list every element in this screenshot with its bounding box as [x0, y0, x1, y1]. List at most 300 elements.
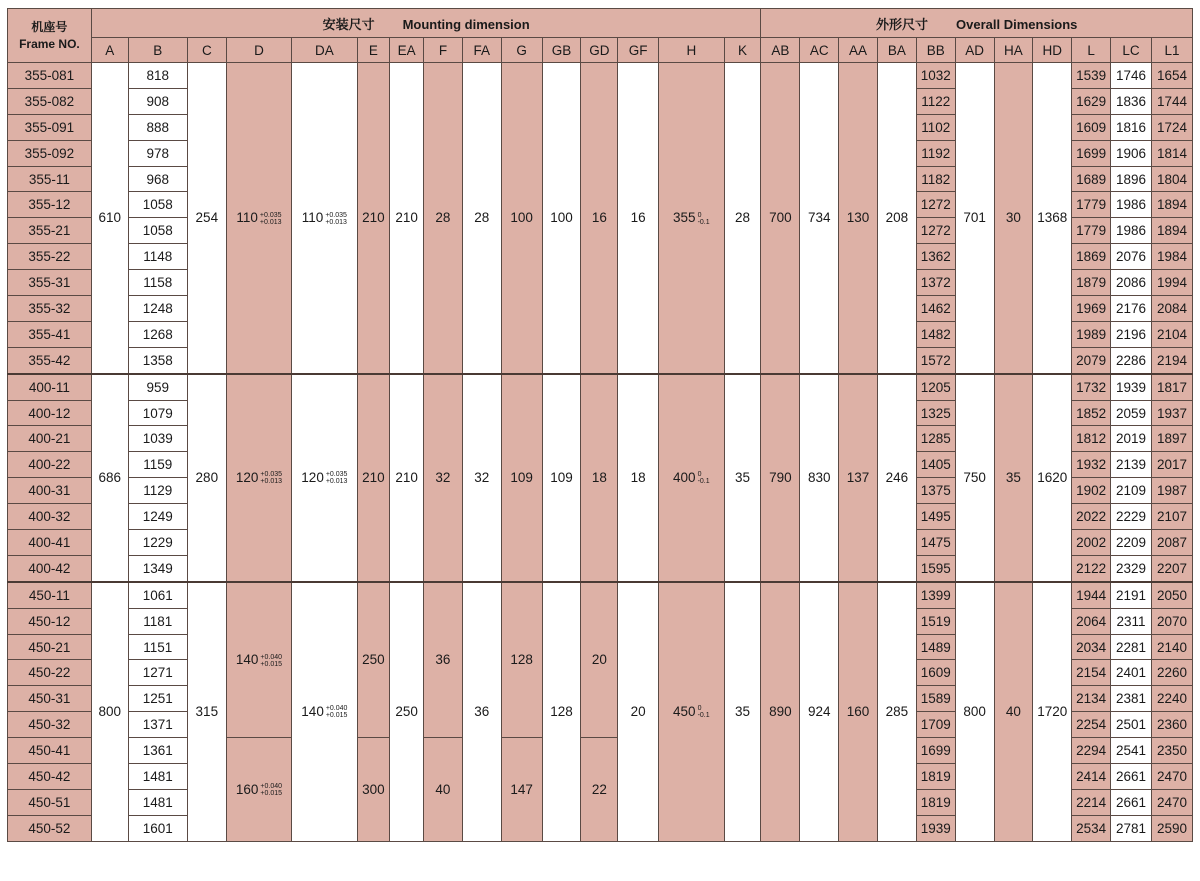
cell-gb: 128 — [542, 582, 581, 841]
cell-b: 1148 — [128, 244, 187, 270]
column-header-gd: GD — [581, 38, 618, 63]
cell-bb: 1122 — [916, 88, 955, 114]
cell-da-value: 120 — [301, 470, 324, 486]
cell-ab: 790 — [761, 374, 800, 582]
frame-cell: 450-51 — [8, 789, 92, 815]
cell-d-value: 160 — [235, 781, 259, 797]
frame-cell: 450-52 — [8, 815, 92, 841]
cell-l1: 2590 — [1151, 815, 1192, 841]
cell-ba: 208 — [877, 63, 916, 374]
cell-ac: 830 — [800, 374, 839, 582]
cell-l1: 1744 — [1151, 88, 1192, 114]
cell-bb: 1589 — [916, 686, 955, 712]
cell-b: 1361 — [128, 738, 187, 764]
frame-header-en: Frame NO. — [19, 36, 80, 51]
cell-b: 1271 — [128, 660, 187, 686]
cell-h-value: 400 — [673, 470, 696, 486]
mounting-dimension-header — [91, 9, 761, 38]
cell-ad: 800 — [955, 582, 994, 841]
cell-gf: 20 — [618, 582, 659, 841]
cell-lc: 2076 — [1111, 244, 1152, 270]
cell-bb: 1285 — [916, 426, 955, 452]
cell-f: 36 — [424, 582, 463, 738]
cell-l1: 2087 — [1151, 530, 1192, 556]
cell-bb: 1182 — [916, 166, 955, 192]
column-header-c: C — [187, 38, 226, 63]
cell-h-value: 450 — [673, 704, 696, 720]
cell-ac: 924 — [800, 582, 839, 841]
cell-b: 1151 — [128, 634, 187, 660]
cell-b: 1079 — [128, 400, 187, 426]
frame-cell: 400-21 — [8, 426, 92, 452]
cell-h-tolerance-upper: 0 — [697, 211, 702, 219]
cell-ac: 734 — [800, 63, 839, 374]
cell-d-tolerance — [260, 212, 282, 226]
cell-bb: 1595 — [916, 555, 955, 581]
frame-cell: 450-22 — [8, 660, 92, 686]
cell-d-value: 120 — [235, 470, 259, 486]
frame-cell: 400-22 — [8, 452, 92, 478]
cell-h-tolerance-lower: -0.1 — [697, 218, 710, 226]
column-header-g: G — [501, 38, 542, 63]
frame-cell: 355-21 — [8, 218, 92, 244]
cell-b: 1601 — [128, 815, 187, 841]
table-body — [8, 63, 1193, 842]
overall-dimensions-header — [761, 9, 1193, 38]
cell-bb: 1032 — [916, 63, 955, 89]
cell-bb: 1205 — [916, 374, 955, 400]
cell-lc: 2286 — [1111, 347, 1152, 373]
cell-gd: 16 — [581, 63, 618, 374]
cell-l: 1779 — [1072, 218, 1111, 244]
cell-b: 1248 — [128, 296, 187, 322]
cell-l: 2064 — [1072, 608, 1111, 634]
column-header-ha: HA — [994, 38, 1033, 63]
cell-g: 109 — [501, 374, 542, 582]
cell-h — [659, 63, 724, 374]
cell-l1: 2360 — [1151, 712, 1192, 738]
column-header-fa: FA — [462, 38, 501, 63]
cell-ea: 210 — [390, 374, 424, 582]
cell-h-tolerance-lower: -0.1 — [697, 712, 710, 720]
cell-g: 100 — [501, 63, 542, 374]
cell-lc: 2541 — [1111, 738, 1152, 764]
cell-lc: 2229 — [1111, 504, 1152, 530]
table-row — [8, 582, 1193, 608]
cell-gb: 109 — [542, 374, 581, 582]
cell-da-tolerance-upper: +0.035 — [325, 211, 347, 219]
cell-b: 968 — [128, 166, 187, 192]
cell-e: 250 — [357, 582, 390, 738]
cell-hd: 1620 — [1033, 374, 1072, 582]
cell-da-tolerance-upper: +0.035 — [325, 471, 348, 479]
cell-l1: 2017 — [1151, 452, 1192, 478]
cell-a: 686 — [91, 374, 128, 582]
frame-cell: 355-32 — [8, 296, 92, 322]
cell-l: 1989 — [1072, 321, 1111, 347]
cell-l: 1699 — [1072, 140, 1111, 166]
cell-bb: 1482 — [916, 321, 955, 347]
cell-fa: 36 — [462, 582, 501, 841]
cell-bb: 1495 — [916, 504, 955, 530]
cell-c: 315 — [187, 582, 226, 841]
cell-l1: 2084 — [1151, 296, 1192, 322]
cell-da-tolerance-lower: +0.013 — [325, 218, 347, 226]
cell-l1: 2070 — [1151, 608, 1192, 634]
frame-cell: 355-22 — [8, 244, 92, 270]
cell-k: 35 — [724, 374, 761, 582]
cell-da-tolerance-upper: +0.040 — [325, 705, 348, 713]
column-header-ba: BA — [877, 38, 916, 63]
cell-b: 1158 — [128, 270, 187, 296]
cell-lc: 2019 — [1111, 426, 1152, 452]
cell-l: 2134 — [1072, 686, 1111, 712]
cell-bb: 1325 — [916, 400, 955, 426]
column-header-l: L — [1072, 38, 1111, 63]
cell-gd: 18 — [581, 374, 618, 582]
cell-da — [292, 374, 357, 582]
cell-bb: 1102 — [916, 114, 955, 140]
cell-h-value: 355 — [673, 210, 696, 226]
cell-l: 2079 — [1072, 347, 1111, 373]
cell-lc: 1816 — [1111, 114, 1152, 140]
cell-e: 210 — [357, 63, 390, 374]
cell-l: 1609 — [1072, 114, 1111, 140]
cell-d-tolerance-upper: +0.040 — [260, 653, 283, 661]
column-header-b: B — [128, 38, 187, 63]
cell-l1: 2240 — [1151, 686, 1192, 712]
frame-cell: 400-41 — [8, 530, 92, 556]
column-header-l1: L1 — [1151, 38, 1192, 63]
cell-l: 2022 — [1072, 504, 1111, 530]
cell-h-tolerance — [698, 705, 710, 719]
cell-aa: 137 — [839, 374, 878, 582]
cell-lc: 2329 — [1111, 555, 1152, 581]
column-header-da: DA — [292, 38, 357, 63]
cell-d — [226, 582, 291, 738]
frame-cell: 400-11 — [8, 374, 92, 400]
cell-l: 2154 — [1072, 660, 1111, 686]
column-header-gb: GB — [542, 38, 581, 63]
cell-b: 888 — [128, 114, 187, 140]
cell-l: 1779 — [1072, 192, 1111, 218]
cell-h-tolerance — [698, 471, 710, 485]
cell-l1: 1817 — [1151, 374, 1192, 400]
cell-g: 128 — [501, 582, 542, 738]
cell-bb: 1192 — [916, 140, 955, 166]
cell-aa: 160 — [839, 582, 878, 841]
cell-f: 28 — [424, 63, 463, 374]
frame-cell: 355-31 — [8, 270, 92, 296]
cell-lc: 1939 — [1111, 374, 1152, 400]
cell-b: 1249 — [128, 504, 187, 530]
cell-l1: 2104 — [1151, 321, 1192, 347]
cell-lc: 2501 — [1111, 712, 1152, 738]
cell-l1: 1814 — [1151, 140, 1192, 166]
column-header-bb: BB — [916, 38, 955, 63]
cell-d-tolerance-lower: +0.013 — [260, 478, 283, 486]
cell-gd: 22 — [581, 738, 618, 842]
cell-lc: 2381 — [1111, 686, 1152, 712]
cell-bb: 1272 — [916, 192, 955, 218]
column-header-lc: LC — [1111, 38, 1152, 63]
cell-b: 1159 — [128, 452, 187, 478]
cell-d — [226, 738, 291, 842]
cell-b: 1039 — [128, 426, 187, 452]
frame-cell: 450-11 — [8, 582, 92, 608]
cell-ha: 30 — [994, 63, 1033, 374]
column-header-ab: AB — [761, 38, 800, 63]
cell-da — [292, 63, 357, 374]
cell-l1: 1987 — [1151, 478, 1192, 504]
cell-l: 1539 — [1072, 63, 1111, 89]
cell-l: 1879 — [1072, 270, 1111, 296]
cell-bb: 1939 — [916, 815, 955, 841]
column-header-a: A — [91, 38, 128, 63]
cell-b: 1181 — [128, 608, 187, 634]
cell-d-tolerance-upper: +0.040 — [260, 783, 283, 791]
cell-l: 2002 — [1072, 530, 1111, 556]
cell-lc: 2176 — [1111, 296, 1152, 322]
cell-b: 978 — [128, 140, 187, 166]
cell-l: 1944 — [1072, 582, 1111, 608]
frame-cell: 450-32 — [8, 712, 92, 738]
frame-cell: 355-11 — [8, 166, 92, 192]
cell-l: 1852 — [1072, 400, 1111, 426]
cell-b: 1371 — [128, 712, 187, 738]
cell-lc: 2196 — [1111, 321, 1152, 347]
column-header-aa: AA — [839, 38, 878, 63]
cell-da-tolerance — [325, 212, 347, 226]
frame-cell: 400-42 — [8, 555, 92, 581]
cell-l1: 2207 — [1151, 555, 1192, 581]
frame-cell: 355-12 — [8, 192, 92, 218]
cell-lc: 1906 — [1111, 140, 1152, 166]
cell-ad: 750 — [955, 374, 994, 582]
column-header-d: D — [226, 38, 291, 63]
cell-l: 1932 — [1072, 452, 1111, 478]
cell-ha: 40 — [994, 582, 1033, 841]
cell-ea: 210 — [390, 63, 424, 374]
cell-bb: 1819 — [916, 764, 955, 790]
cell-l1: 2260 — [1151, 660, 1192, 686]
frame-cell: 400-31 — [8, 478, 92, 504]
cell-l1: 2350 — [1151, 738, 1192, 764]
cell-bb: 1375 — [916, 478, 955, 504]
cell-d-tolerance-lower: +0.015 — [260, 660, 283, 668]
frame-cell: 355-082 — [8, 88, 92, 114]
cell-ba: 246 — [877, 374, 916, 582]
mounting-header-cn: 安装尺寸 — [322, 16, 375, 32]
cell-da — [292, 582, 357, 841]
cell-d — [226, 374, 291, 582]
cell-d — [226, 63, 291, 374]
cell-l1: 2140 — [1151, 634, 1192, 660]
column-header-e: E — [357, 38, 390, 63]
cell-l1: 1897 — [1151, 426, 1192, 452]
cell-f: 40 — [424, 738, 463, 842]
cell-g: 147 — [501, 738, 542, 842]
cell-l: 1689 — [1072, 166, 1111, 192]
cell-hd: 1720 — [1033, 582, 1072, 841]
cell-ba: 285 — [877, 582, 916, 841]
cell-l: 1869 — [1072, 244, 1111, 270]
cell-l: 1812 — [1072, 426, 1111, 452]
frame-cell: 400-32 — [8, 504, 92, 530]
cell-gf: 18 — [618, 374, 659, 582]
cell-d-tolerance — [260, 783, 282, 797]
cell-b: 1481 — [128, 789, 187, 815]
frame-cell: 450-31 — [8, 686, 92, 712]
cell-h-tolerance — [698, 212, 710, 226]
frame-cell: 450-21 — [8, 634, 92, 660]
cell-lc: 2209 — [1111, 530, 1152, 556]
cell-c: 254 — [187, 63, 226, 374]
cell-l: 1629 — [1072, 88, 1111, 114]
cell-l: 2254 — [1072, 712, 1111, 738]
cell-b: 1481 — [128, 764, 187, 790]
cell-b: 908 — [128, 88, 187, 114]
cell-lc: 2281 — [1111, 634, 1152, 660]
cell-b: 818 — [128, 63, 187, 89]
cell-lc: 2401 — [1111, 660, 1152, 686]
frame-cell: 355-41 — [8, 321, 92, 347]
cell-gb: 100 — [542, 63, 581, 374]
mounting-header-en: Mounting dimension — [402, 16, 530, 32]
column-header-f: F — [424, 38, 463, 63]
cell-h-tolerance-upper: 0 — [697, 471, 702, 479]
cell-lc: 1896 — [1111, 166, 1152, 192]
cell-l1: 1937 — [1151, 400, 1192, 426]
cell-gd: 20 — [581, 582, 618, 738]
cell-d-tolerance-upper: +0.035 — [260, 471, 283, 479]
cell-b: 1129 — [128, 478, 187, 504]
cell-l1: 1654 — [1151, 63, 1192, 89]
cell-da-value: 140 — [301, 704, 324, 720]
cell-b: 1061 — [128, 582, 187, 608]
column-header-k: K — [724, 38, 761, 63]
cell-bb: 1372 — [916, 270, 955, 296]
cell-bb: 1699 — [916, 738, 955, 764]
cell-lc: 2059 — [1111, 400, 1152, 426]
cell-lc: 2191 — [1111, 582, 1152, 608]
cell-b: 959 — [128, 374, 187, 400]
cell-b: 1058 — [128, 218, 187, 244]
frame-header-cn: 机座号 — [31, 19, 68, 34]
cell-lc: 2109 — [1111, 478, 1152, 504]
cell-l1: 2470 — [1151, 764, 1192, 790]
cell-l1: 2050 — [1151, 582, 1192, 608]
cell-h — [659, 374, 724, 582]
cell-aa: 130 — [839, 63, 878, 374]
cell-bb: 1362 — [916, 244, 955, 270]
cell-d-tolerance-lower: +0.015 — [260, 790, 283, 798]
cell-b: 1058 — [128, 192, 187, 218]
cell-l: 2034 — [1072, 634, 1111, 660]
cell-d-tolerance — [260, 471, 282, 485]
cell-lc: 2661 — [1111, 764, 1152, 790]
cell-e: 300 — [357, 738, 390, 842]
cell-lc: 2661 — [1111, 789, 1152, 815]
cell-l: 2294 — [1072, 738, 1111, 764]
cell-lc: 1836 — [1111, 88, 1152, 114]
cell-b: 1349 — [128, 555, 187, 581]
column-header-ea: EA — [390, 38, 424, 63]
cell-l1: 1894 — [1151, 218, 1192, 244]
cell-l: 1969 — [1072, 296, 1111, 322]
cell-bb: 1462 — [916, 296, 955, 322]
frame-header — [8, 9, 92, 63]
cell-l1: 1724 — [1151, 114, 1192, 140]
cell-da-tolerance-lower: +0.013 — [325, 478, 348, 486]
cell-h-tolerance-upper: 0 — [697, 705, 702, 713]
column-header-ac: AC — [800, 38, 839, 63]
cell-da-value: 110 — [301, 210, 324, 226]
cell-e: 210 — [357, 374, 390, 582]
cell-da-tolerance — [326, 471, 348, 485]
cell-l1: 2194 — [1151, 347, 1192, 373]
cell-l1: 1894 — [1151, 192, 1192, 218]
column-header-row — [8, 38, 1193, 63]
cell-ab: 890 — [761, 582, 800, 841]
cell-lc: 2139 — [1111, 452, 1152, 478]
cell-a: 800 — [91, 582, 128, 841]
cell-bb: 1572 — [916, 347, 955, 373]
cell-ad: 701 — [955, 63, 994, 374]
cell-fa: 28 — [462, 63, 501, 374]
frame-cell: 450-12 — [8, 608, 92, 634]
cell-bb: 1475 — [916, 530, 955, 556]
cell-h-tolerance-lower: -0.1 — [697, 478, 710, 486]
cell-l1: 2107 — [1151, 504, 1192, 530]
cell-ab: 700 — [761, 63, 800, 374]
frame-cell: 355-091 — [8, 114, 92, 140]
cell-ha: 35 — [994, 374, 1033, 582]
cell-hd: 1368 — [1033, 63, 1072, 374]
cell-d-tolerance-lower: +0.013 — [259, 218, 282, 226]
cell-h — [659, 582, 724, 841]
column-header-ad: AD — [955, 38, 994, 63]
column-header-h: H — [659, 38, 724, 63]
cell-lc: 1986 — [1111, 218, 1152, 244]
cell-l1: 1804 — [1151, 166, 1192, 192]
cell-l: 2534 — [1072, 815, 1111, 841]
cell-d-value: 140 — [235, 652, 259, 668]
cell-da-tolerance-lower: +0.015 — [325, 712, 348, 720]
frame-cell: 355-092 — [8, 140, 92, 166]
cell-bb: 1709 — [916, 712, 955, 738]
cell-l: 2414 — [1072, 764, 1111, 790]
cell-bb: 1609 — [916, 660, 955, 686]
cell-d-tolerance-upper: +0.035 — [259, 211, 282, 219]
cell-b: 1251 — [128, 686, 187, 712]
frame-cell: 355-081 — [8, 63, 92, 89]
cell-l1: 1994 — [1151, 270, 1192, 296]
cell-b: 1268 — [128, 321, 187, 347]
cell-ea: 250 — [390, 582, 424, 841]
cell-k: 28 — [724, 63, 761, 374]
frame-cell: 450-42 — [8, 764, 92, 790]
cell-lc: 2311 — [1111, 608, 1152, 634]
overall-header-en: Overall Dimensions — [956, 16, 1078, 32]
table-row — [8, 374, 1193, 400]
frame-cell: 450-41 — [8, 738, 92, 764]
cell-fa: 32 — [462, 374, 501, 582]
cell-bb: 1519 — [916, 608, 955, 634]
cell-l: 2122 — [1072, 555, 1111, 581]
cell-bb: 1819 — [916, 789, 955, 815]
cell-k: 35 — [724, 582, 761, 841]
